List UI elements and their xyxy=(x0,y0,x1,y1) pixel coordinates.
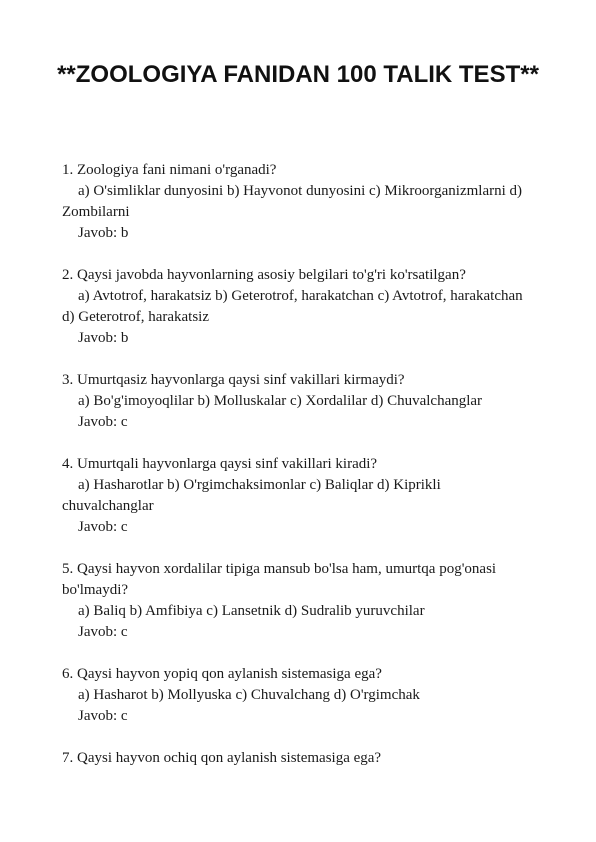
answer-options: a) Baliq b) Amfibiya c) Lansetnik d) Sudralib yuruvchilar xyxy=(78,603,425,619)
question-item xyxy=(62,454,536,538)
question-text: 1. Zoologiya fani nimani o'rganadi? xyxy=(62,162,277,178)
answer-options: a) Hasharot b) Mollyuska c) Chuvalchang d) O'rgimchak xyxy=(78,687,420,703)
question-text: 4. Umurtqali hayvonlarga qaysi sinf vakillari kiradi? xyxy=(62,456,378,472)
correct-answer: Javob: b xyxy=(78,225,129,241)
question-item xyxy=(62,265,536,349)
correct-answer: Javob: b xyxy=(78,330,129,346)
question-item xyxy=(62,160,536,244)
correct-answer: Javob: c xyxy=(78,708,128,724)
question-text: 6. Qaysi hayvon yopiq qon aylanish sistemasiga ega? xyxy=(62,666,382,682)
correct-answer: Javob: c xyxy=(78,624,128,640)
question-text: 2. Qaysi javobda hayvonlarning asosiy belgilari to'g'ri ko'rsatilgan? xyxy=(62,267,466,283)
question-item xyxy=(62,664,536,727)
question-item xyxy=(62,370,536,433)
question-text: 3. Umurtqasiz hayvonlarga qaysi sinf vakillari kirmaydi? xyxy=(62,372,405,388)
answer-options: a) Bo'g'imoyoqlilar b) Molluskalar c) Xordalilar d) Chuvalchanglar xyxy=(78,393,483,409)
question-text: 5. Qaysi hayvon xordalilar tipiga mansub bo'lsa ham, umurtqa pog'onasi bo'lmaydi? xyxy=(62,561,497,598)
answer-options: a) Avtotrof, harakatsiz b) Geterotrof, harakatchan c) Avtotrof, harakatchan d) Geterotrof, harakatsiz xyxy=(62,288,523,325)
question-item xyxy=(62,748,536,769)
correct-answer: Javob: c xyxy=(78,414,128,430)
answer-options: a) Hasharotlar b) O'rgimchaksimonlar c) Baliqlar d) Kiprikli chuvalchanglar xyxy=(62,477,441,514)
answer-options: a) O'simliklar dunyosini b) Hayvonot dunyosini c) Mikroorganizmlarni d) Zombilarni xyxy=(62,183,523,220)
question-list xyxy=(62,160,536,790)
question-text: 7. Qaysi hayvon ochiq qon aylanish sistemasiga ega? xyxy=(62,750,382,766)
question-item xyxy=(62,559,536,643)
document-title: **ZOOLOGIYA FANIDAN 100 TALIK TEST** xyxy=(57,61,539,88)
correct-answer: Javob: c xyxy=(78,519,128,535)
